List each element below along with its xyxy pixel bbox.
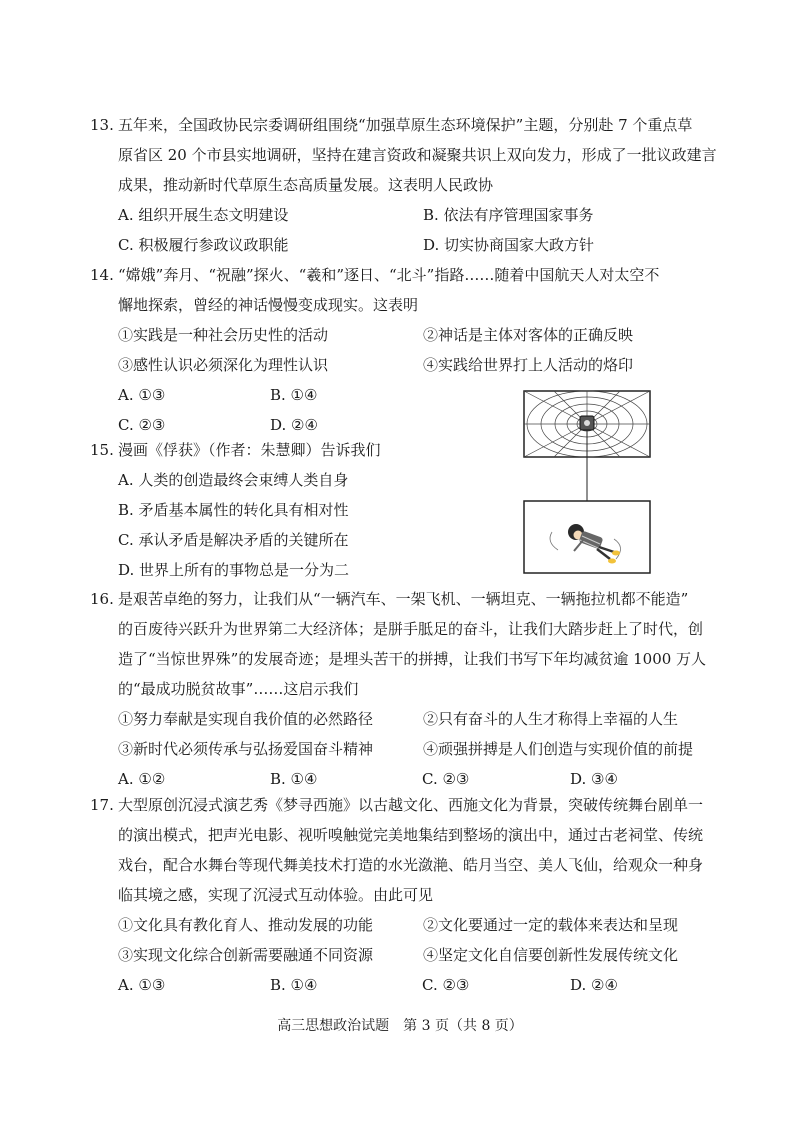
statement-row [90,734,720,764]
page-footer: 高三思想政治试题 第 3 页（共 8 页） [277,1018,523,1034]
question-stem: 17. 大型原创沉浸式演艺秀《梦寻西施》以古越文化、西施文化为背景，突破传统舞台剧单一 的演出模式，把声光电影、视听嗅触觉完美地集结到整场的演出中，通过古老祠堂、传统 戏台，配合水舞台等现代舞美技术打造的水光潋滟、皓月当空、美人飞仙，给观众一种身 临其境之感，实现了沉浸式互动体验。由此可见 [90,790,720,910]
option-c[interactable]: C. ②③ [118,416,166,434]
statement-1: ①文化具有教化育人、推动发展的功能 [118,916,374,934]
statement-4: ④坚定文化自信要创新性发展传统文化 [423,946,679,964]
option-b[interactable]: B. 矛盾基本属性的转化具有相对性 [118,501,349,519]
question-number: 17. [90,796,114,814]
question-13 [90,110,720,260]
statement-2: ②神话是主体对客体的正确反映 [423,326,634,344]
question-17 [90,790,720,1000]
option-d[interactable]: D. ②④ [570,976,618,994]
statement-row [90,320,720,350]
question-number: 16. [90,590,114,608]
statement-3: ③实现文化综合创新需要融通不同资源 [118,946,374,964]
question-stem: 13. 五年来，全国政协民宗委调研组围绕“加强草原生态环境保护”主题，分别赴 7 个重点草 原省区 20 个市县实地调研，坚持在建言资政和凝聚共识上双向发力，形成了一批议政建言 成果，推动新时代草原生态高质量发展。这表明人民政协 [90,110,720,200]
question-stem: 16. 是艰苦卓绝的努力，让我们从“一辆汽车、一架飞机、一辆坦克、一辆拖拉机都不能造” 的百废待兴跃升为世界第二大经济体；是胼手胝足的奋斗，让我们大踏步赶上了时代，创 造了“当惊世界殊”的发展奇迹；是埋头苦干的拼搏，让我们书写下年均减贫逾 1000 万人 的“最成功脱贫故事”……这启示我们 [90,584,720,704]
option-d[interactable]: D. ③④ [570,770,618,788]
option-d[interactable]: D. ②④ [270,416,318,434]
statement-2: ②只有奋斗的人生才称得上幸福的人生 [423,710,679,728]
statement-4: ④实践给世界打上人活动的烙印 [423,356,634,374]
cartoon-captured-illustration [522,389,652,579]
option-a[interactable]: A. 人类的创造最终会束缚人类自身 [118,471,349,489]
statement-2: ②文化要通过一定的载体来表达和呈现 [423,916,679,934]
question-number: 15. [90,441,114,459]
statement-row [90,940,720,970]
question-number: 14. [90,266,114,284]
statement-1: ①努力奉献是实现自我价值的必然路径 [118,710,374,728]
statement-row [90,910,720,940]
option-b[interactable]: B. ①④ [270,976,318,994]
option-d[interactable]: D. 切实协商国家大政方针 [423,236,595,254]
option-d[interactable]: D. 世界上所有的事物总是一分为二 [118,561,350,579]
option-a[interactable]: A. ①③ [118,386,166,404]
statement-1: ①实践是一种社会历史性的活动 [118,326,329,344]
statement-row [90,350,720,380]
option-a[interactable]: A. 组织开展生态文明建设 [118,206,289,224]
option-a[interactable]: A. ①③ [118,976,166,994]
statement-row [90,704,720,734]
option-c[interactable]: C. 承认矛盾是解决矛盾的关键所在 [118,531,349,549]
statement-3: ③感性认识必须深化为理性认识 [118,356,329,374]
option-row [90,230,720,260]
option-b[interactable]: B. 依法有序管理国家事务 [423,206,594,224]
statement-3: ③新时代必须传承与弘扬爱国奋斗精神 [118,740,374,758]
option-c[interactable]: C. ②③ [422,976,470,994]
statement-4: ④顽强拼搏是人们创造与实现价值的前提 [423,740,694,758]
option-c[interactable]: C. 积极履行参政议政职能 [118,236,289,254]
option-row [90,200,720,230]
question-number: 13. [90,116,114,134]
option-b[interactable]: B. ①④ [270,386,318,404]
question-stem: 15. 漫画《俘获》（作者：朱慧卿）告诉我们 [90,435,720,465]
option-row [90,970,720,1000]
option-c[interactable]: C. ②③ [422,770,470,788]
option-b[interactable]: B. ①④ [270,770,318,788]
question-stem: 14. “嫦娥”奔月、“祝融”探火、“羲和”逐日、“北斗”指路……随着中国航天人对太空不 懈地探索，曾经的神话慢慢变成现实。这表明 [90,260,720,320]
option-a[interactable]: A. ①② [118,770,166,788]
question-16 [90,584,720,794]
